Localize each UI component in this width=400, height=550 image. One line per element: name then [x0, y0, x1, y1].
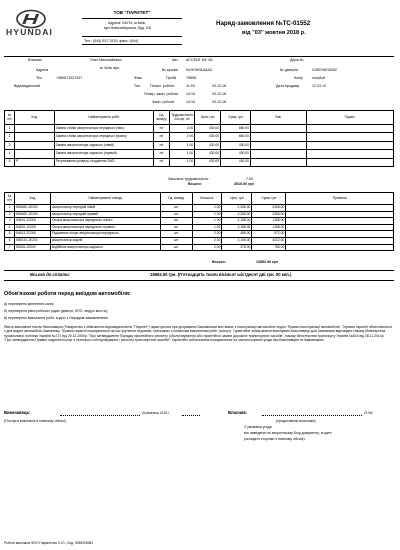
works-header-cell: Найменування робіт	[54, 111, 153, 125]
works-row	[5, 133, 394, 141]
works-total-value: 3010.00 грн	[234, 182, 254, 186]
address-label: Адреса	[36, 68, 49, 72]
parts-cell-sum: 2266.00	[252, 205, 286, 212]
works-cell-sum: 430.00	[221, 141, 251, 149]
works-cell-name: Заміна амортизатора заднього (лівий)	[54, 141, 153, 149]
works-header-cell: Трудомісткість послуг, н/г	[170, 111, 195, 125]
parts-row	[5, 244, 394, 251]
fax-label: Факс	[134, 76, 143, 80]
executor-name: (Ісаченко И.В./	[142, 410, 170, 415]
parts-cell-sum: 4212.00	[252, 237, 286, 244]
mileage-value: 76898	[186, 76, 196, 80]
company-name: ТОВ "ПАРИТЕТ"	[113, 10, 151, 15]
parts-cell-unit: шт	[160, 237, 192, 244]
parts-row	[5, 211, 394, 218]
sale-value: 12.03.10	[312, 84, 326, 88]
works-cell-empty	[306, 150, 393, 158]
works-cell-code	[14, 125, 54, 133]
parts-cell-qty: 2.00	[192, 237, 222, 244]
parts-cell-n: 1	[5, 205, 15, 212]
sale-label: Дата продажу	[276, 84, 300, 88]
works-cell-empty	[250, 141, 306, 149]
engine-value: G4EE9W16352	[312, 68, 337, 72]
order-date: від "03" жовтня 2018 р.	[242, 30, 306, 36]
parts-cell-unit: шт	[160, 218, 192, 225]
works-cell-name: Заміна стійки амортизатора передньої (право)	[54, 133, 153, 141]
parts-cell-price: 2,106.00	[222, 237, 252, 244]
obligatory-item-2: б) перевірено рівні робочих рідин (двигун, КПП, ведучі мости);	[4, 309, 108, 313]
parts-header-row	[5, 193, 394, 205]
legal-text: Якість виконання послуг Виконавцем (Товариство з обмеженою відповідальністю "Паритет") гарантується при дотриманні Замовником всіх вимог з експлуатації автомобіля згідно "Правил експлуатації автомобілів". Терміни гарантії обчислюються з дня видачі автомобіля Замовнику. Терміни гарантії поширюються на час усунення недоліків, пов'язаних з неякісним виконанням робіт (послуг). Гарантійне зобов'язання виконувати Виконавець для Замовника відповідно Наказу Міністерства промислової політики України №727 від 29.12.2004р. "Про затвердження Порядку гарантійного ремонту (обслуговування) або гарантійної заміни дорожніх транспортних засобів", наказу Міністерства транспорту України №615 від 28.11.2014р. "Про затвердження Правил надання послуг з технічного обслуговування і ремонту транспортних засобів". Гарантійні зобов'язання поширюються на частині окремої угоди між Виконавцем та Замовником.	[4, 325, 392, 342]
parts-cell-note	[286, 224, 394, 231]
parts-cell-n: 2	[5, 211, 15, 218]
obligatory-item-1: а) перевірено кріплення коліс;	[4, 302, 55, 306]
footer-text: Роботи виконала ФОП Гавриленко С.Ю., Код: 3095206081	[4, 541, 94, 545]
parts-total-label: Всього:	[212, 260, 226, 264]
parts-cell-sum: 756.00	[252, 244, 286, 251]
owner-text-3: (складені сторінки з повному обсязі).	[244, 437, 306, 441]
works-cell-code: Р	[14, 158, 54, 166]
finish-time: 14:10	[186, 100, 195, 104]
works-cell-price: 430.00	[195, 125, 221, 133]
parts-row	[5, 224, 394, 231]
parts-cell-unit: шт	[160, 231, 192, 238]
works-total-labor-value: 7.00	[246, 177, 253, 181]
body-value: NLHCM41AAAZ	[186, 68, 213, 72]
works-cell-n: 2	[5, 133, 15, 141]
works-cell-price: 430.00	[195, 150, 221, 158]
grand-total-value: 15862.00 грн. (П'ятнадцять тисяч вісімсот шістдесят дві грн. 00 коп.)	[150, 272, 292, 277]
works-cell-unit: н/г	[154, 125, 170, 133]
works-cell-n: 5	[5, 158, 15, 166]
works-cell-unit: н/г	[154, 133, 170, 141]
works-row	[5, 141, 394, 149]
phone-label: Тел	[36, 76, 42, 80]
company-address-2: вул.Новозабарська, буд. 2/6	[104, 26, 151, 30]
works-cell-name: Заміна стійки амортизатора передньої (ліво)	[54, 125, 153, 133]
works-cell-qty: 1.00	[170, 158, 195, 166]
parts-cell-note	[286, 244, 394, 251]
finish-plan-time: 14:15	[186, 92, 195, 96]
works-cell-price: 430.00	[195, 133, 221, 141]
works-cell-empty	[306, 141, 393, 149]
works-cell-sum: 860.00	[221, 133, 251, 141]
mileage-label: Пробіг	[166, 76, 177, 80]
parts-cell-qty: 2.00	[192, 231, 222, 238]
body-label: № кузова	[162, 68, 178, 72]
parts-header-cell: Од. виміру	[160, 193, 192, 205]
parts-cell-note	[286, 231, 394, 238]
works-cell-code	[14, 150, 54, 158]
works-cell-price: 430.00	[195, 141, 221, 149]
hyundai-logo	[4, 8, 58, 40]
parts-cell-code: 555310-1E200	[14, 237, 50, 244]
executor-note: (Послуги виконала в повному обсязі)	[4, 419, 66, 423]
works-cell-qty: 1.00	[170, 141, 195, 149]
executor-label: Виконавець:	[4, 410, 31, 415]
works-cell-empty	[306, 158, 393, 166]
parts-cell-sum: 972.00	[252, 231, 286, 238]
parts-cell-unit: шт	[160, 224, 192, 231]
works-cell-empty	[306, 133, 393, 141]
works-cell-unit: н/г	[154, 158, 170, 166]
obligatory-title: Обов'язкові роботи перед виїздом автомобіля:	[4, 291, 131, 297]
parts-cell-price: 378.00	[222, 244, 252, 251]
parts-cell-n: 7	[5, 244, 15, 251]
works-cell-n: 3	[5, 141, 15, 149]
parts-cell-name: Амортизатор задній	[50, 237, 160, 244]
start-time: 11:03	[186, 84, 195, 88]
parts-row	[5, 237, 394, 244]
works-cell-unit: н/г	[154, 150, 170, 158]
works-total-labor-label: Загальна трудомісткість:	[168, 177, 210, 181]
works-cell-empty	[306, 125, 393, 133]
parts-cell-note	[286, 218, 394, 225]
parts-row	[5, 205, 394, 212]
parts-cell-n: 4	[5, 224, 15, 231]
parts-cell-sum: 1188.00	[252, 218, 286, 225]
start-date: 03.10.18	[212, 84, 226, 88]
parts-cell-code: 55326-1E000	[14, 244, 50, 251]
address-value: м. Київ, вул.	[100, 66, 121, 70]
works-table	[4, 110, 394, 167]
parts-cell-name: Опора амортизатора переднього лівого	[50, 218, 160, 225]
parts-cell-note	[286, 237, 394, 244]
parts-cell-qty: 1.00	[192, 211, 222, 218]
parts-header-cell: Сума, грн	[252, 193, 286, 205]
works-header-row	[5, 111, 394, 125]
parts-cell-qty: 1.00	[192, 224, 222, 231]
parts-header-cell: Ціна, грн	[222, 193, 252, 205]
parts-row	[5, 218, 394, 225]
works-cell-sum: 430.00	[221, 158, 251, 166]
works-cell-sum: 430.00	[221, 150, 251, 158]
parts-cell-qty: 2.00	[192, 244, 222, 251]
parts-cell-name: Амортизатор передній лівий	[50, 205, 160, 212]
works-header-cell: Підпис	[306, 111, 393, 125]
parts-cell-sum: 2266.00	[252, 211, 286, 218]
parts-cell-qty: 1.00	[192, 205, 222, 212]
parts-cell-name: Амортизатор передній правий	[50, 211, 160, 218]
company-address-1: Адреса: 04074, м.Київ,	[108, 21, 146, 25]
works-header-cell: Ціна, грн	[195, 111, 221, 125]
works-cell-qty: 2.00	[170, 133, 195, 141]
finish-plan-date: 03.10.18	[212, 92, 226, 96]
parts-cell-sum: 1188.00	[252, 224, 286, 231]
parts-cell-code: 54610-1G000	[14, 218, 50, 225]
logo-wordmark: HYUNDAI	[6, 27, 54, 37]
parts-cell-unit: шт	[160, 211, 192, 218]
color-value: голубой	[312, 76, 326, 80]
parts-cell-n: 3	[5, 218, 15, 225]
parts-cell-price: 2,266.00	[222, 211, 252, 218]
parts-cell-name: Опора амортизатора переднього правого	[50, 224, 160, 231]
company-phone: Тел.: (044) 537 2515, факс: (044)	[84, 39, 139, 43]
works-cell-name: Регулювання розвалу-сходження 2WD	[54, 158, 153, 166]
model-value: ACCENT MC 06-	[186, 58, 214, 62]
parts-cell-code: 554660-1E200	[14, 211, 50, 218]
owner-sign-name: О.М/	[364, 410, 373, 415]
works-cell-code	[14, 133, 54, 141]
owner-text-2: він наведена на зворотньому боці документу, згоден	[244, 431, 332, 435]
works-cell-qty: 1.00	[170, 150, 195, 158]
works-total-label: Всього:	[188, 182, 202, 186]
works-cell-price: 430.00	[195, 158, 221, 166]
works-cell-empty	[250, 158, 306, 166]
works-row	[5, 158, 394, 166]
parts-header-cell: № п/п	[5, 193, 15, 205]
parts-row	[5, 231, 394, 238]
parts-cell-qty: 1.00	[192, 218, 222, 225]
parts-cell-code: 54612-2C000	[14, 231, 50, 238]
parts-total-value: 12852.00 грн	[256, 260, 278, 264]
color-label: Колір	[294, 76, 303, 80]
works-cell-n: 4	[5, 150, 15, 158]
owner-label: Власник	[28, 58, 42, 62]
works-header-cell: Вик	[250, 111, 306, 125]
model-label: Авт.	[172, 58, 179, 62]
responsible-phone-label: Тел.	[134, 84, 141, 88]
works-header-cell: Код	[14, 111, 54, 125]
works-cell-empty	[250, 133, 306, 141]
works-cell-empty	[250, 150, 306, 158]
works-header-cell: Сума, грн	[221, 111, 251, 125]
grand-total-label: Всього до сплати:	[30, 272, 71, 277]
plate-label: Держ.№	[290, 58, 304, 62]
parts-header-cell: Код	[14, 193, 50, 205]
parts-cell-n: 6	[5, 237, 15, 244]
works-row	[5, 150, 394, 158]
works-row	[5, 125, 394, 133]
start-label: Початі. роботи	[150, 84, 175, 88]
parts-cell-note	[286, 205, 394, 212]
parts-cell-code: 554660-1E200	[14, 205, 50, 212]
finish-label: Закін. роботи	[152, 100, 175, 104]
parts-cell-price: 1,188.00	[222, 218, 252, 225]
parts-header-cell: Кількість	[192, 193, 222, 205]
owner-text-1: З умовами угоди	[244, 425, 272, 429]
works-cell-unit: н/г	[154, 141, 170, 149]
works-cell-n: 1	[5, 125, 15, 133]
parts-cell-code: 54610-1G000	[14, 224, 50, 231]
parts-cell-name: Відбійник амортизатора заднього	[50, 244, 160, 251]
parts-table	[4, 192, 394, 251]
finish-plan-label: Попер. закін. роботи	[144, 92, 179, 96]
parts-cell-price: 486.00	[222, 231, 252, 238]
parts-cell-price: 1,188.00	[222, 224, 252, 231]
works-cell-empty	[250, 125, 306, 133]
parts-cell-price: 2,266.00	[222, 205, 252, 212]
engine-label: № двигуна	[280, 68, 298, 72]
parts-cell-name: Підшипник опори амортизатора переднього	[50, 231, 160, 238]
phone-value: +380673327947	[56, 76, 83, 80]
parts-header-cell: Примітка	[286, 193, 394, 205]
works-cell-qty: 2.00	[170, 125, 195, 133]
responsible-label: Відповідальний	[14, 84, 41, 88]
works-cell-sum: 860.00	[221, 125, 251, 133]
owner-sign-note: (представник власника)	[276, 419, 316, 423]
obligatory-item-3: в) перевірено виконання робіт згідно з Нарядом-замовленням	[4, 316, 108, 320]
works-header-cell: Од. виміру	[154, 111, 170, 125]
parts-cell-note	[286, 211, 394, 218]
owner-sign-label: Власник:	[228, 410, 247, 415]
works-cell-name: Заміна амортизатора заднього (правий)	[54, 150, 153, 158]
works-cell-code	[14, 141, 54, 149]
works-header-cell: № п/п	[5, 111, 15, 125]
finish-date: 03.10.18	[212, 100, 226, 104]
owner-value: Олег Миколайович	[90, 58, 122, 62]
order-title: Наряд-замовлення №ТС-01552	[216, 20, 311, 27]
parts-header-cell: Найменування товару	[50, 193, 160, 205]
parts-cell-n: 5	[5, 231, 15, 238]
parts-cell-unit: шт	[160, 244, 192, 251]
parts-cell-unit: шт	[160, 205, 192, 212]
